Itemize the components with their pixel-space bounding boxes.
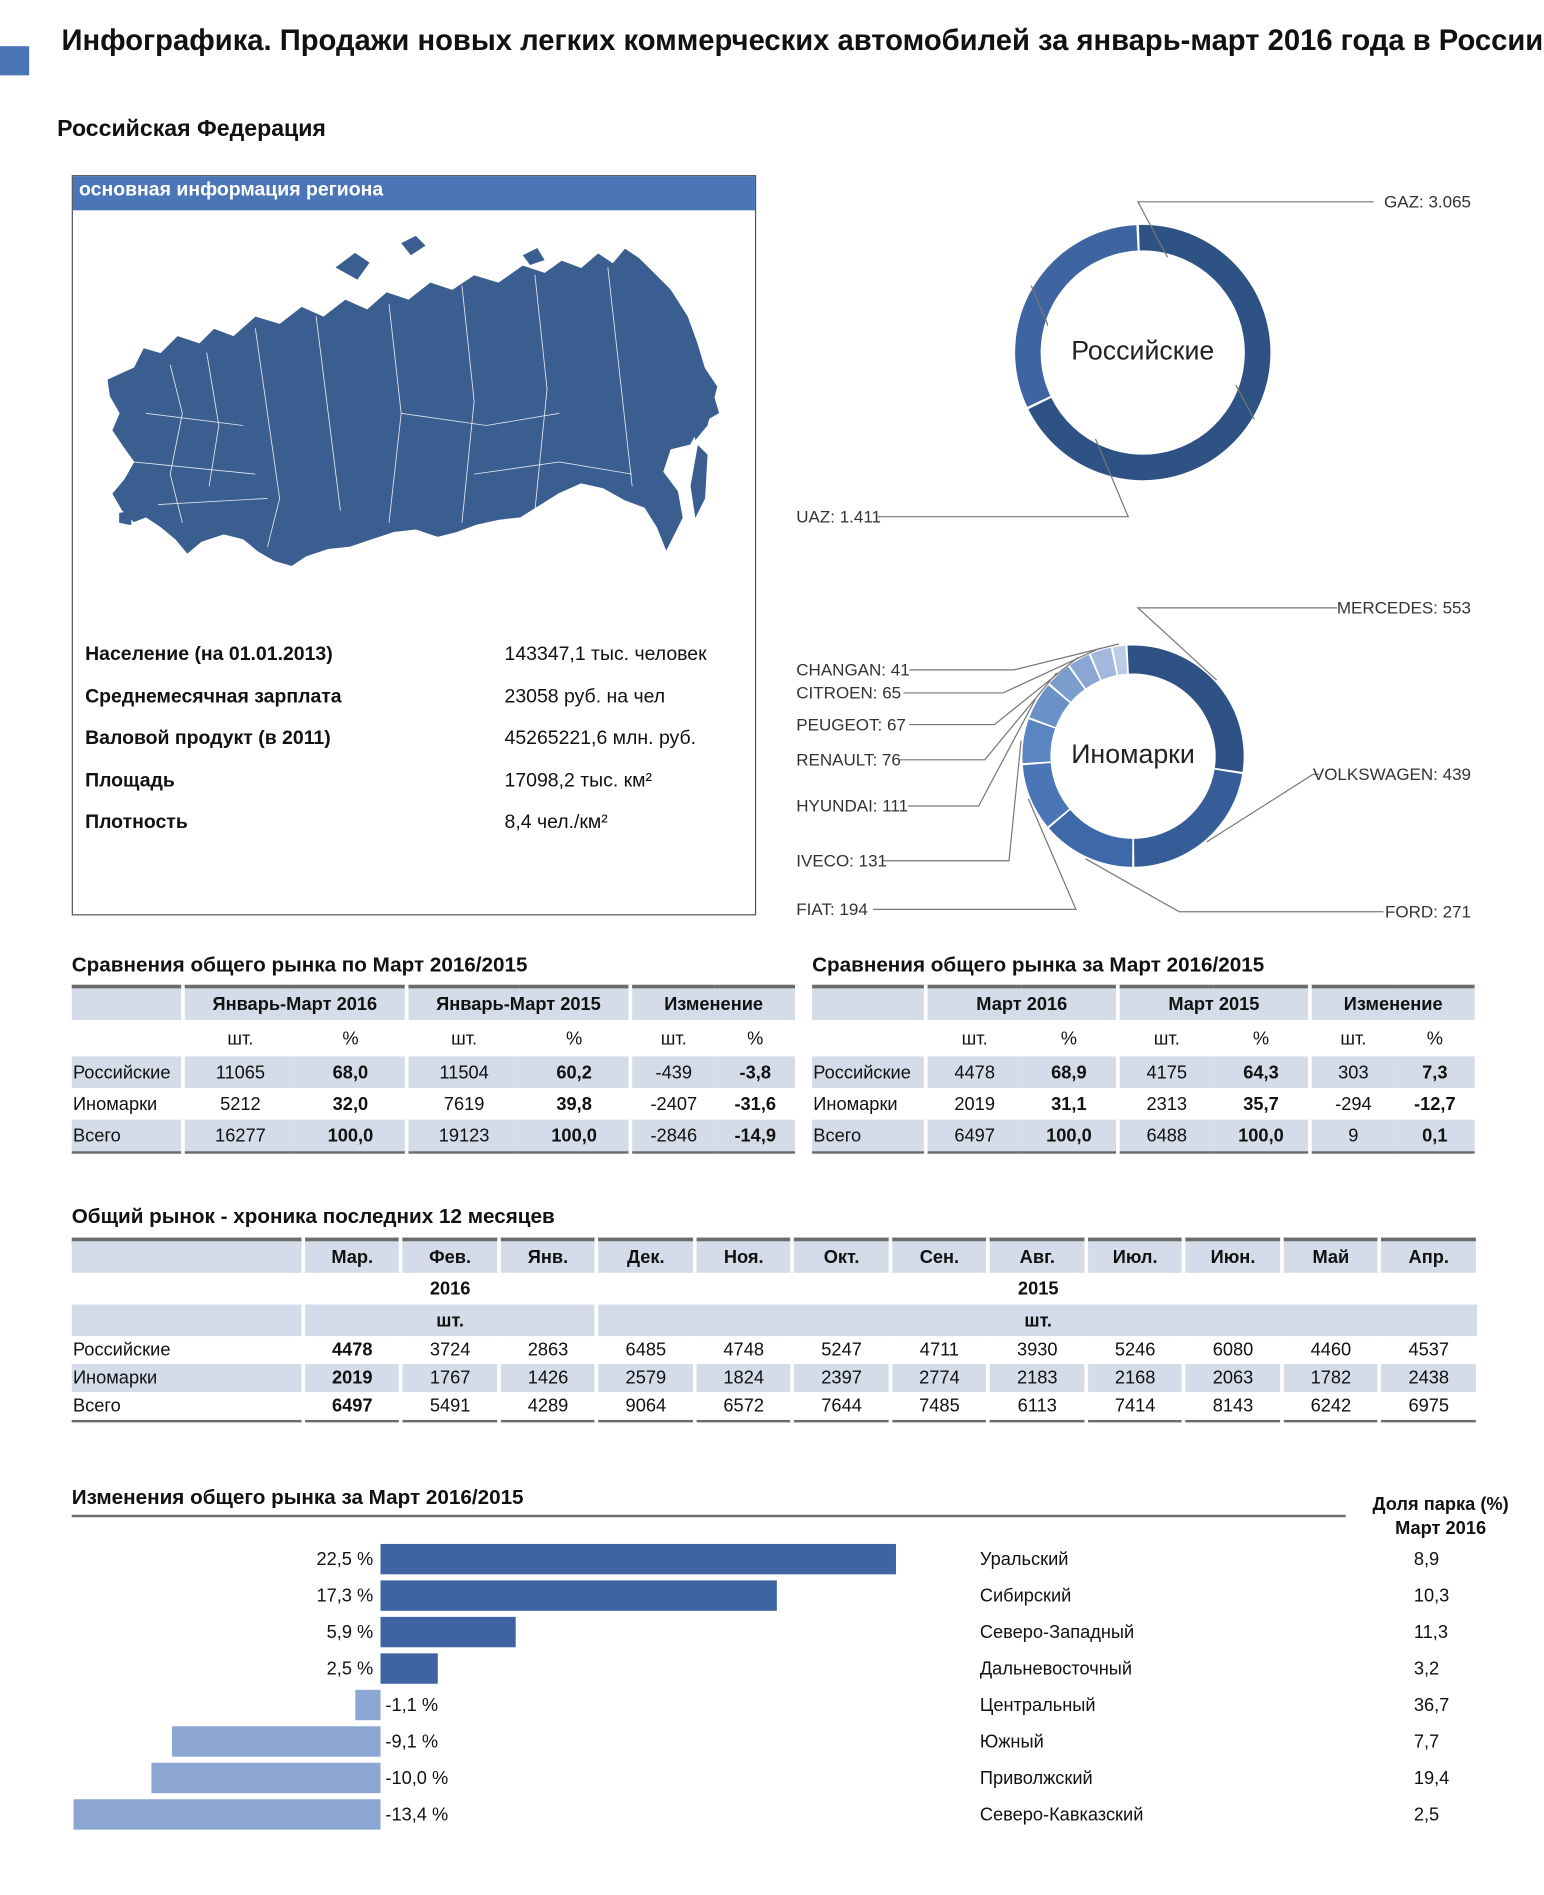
table-cell: 1782	[1281, 1364, 1379, 1392]
table-group-header: Изменение	[1309, 987, 1476, 1020]
table-cell: 2063	[1183, 1364, 1281, 1392]
table-month-header: Сен.	[890, 1239, 988, 1272]
table-cell: 100,0	[1213, 1120, 1309, 1153]
table-cell: 2019	[303, 1364, 401, 1392]
donut-slice-label: HYUNDAI: 111	[796, 796, 909, 816]
table-unit-header: шт.	[451, 1027, 478, 1049]
info-label: Валовой продукт (в 2011)	[85, 728, 331, 749]
table-row-label: Российские	[812, 1056, 925, 1088]
russia-map	[97, 231, 741, 596]
table-group-header: Изменение	[630, 987, 797, 1020]
table-unit-header: шт.	[1153, 1027, 1180, 1049]
table-unit-header: %	[1021, 1020, 1117, 1056]
donut-slice-label: GAZ: 3.065	[1384, 192, 1471, 212]
table-cell: 5491	[401, 1392, 499, 1421]
bar-value-label: -1,1 %	[385, 1694, 439, 1716]
table-unit-header: %	[715, 1020, 796, 1056]
table-header-blank	[72, 1304, 303, 1336]
table-header-blank	[72, 1020, 183, 1056]
table-month-header-row	[72, 1239, 1477, 1272]
table-cell: 6572	[694, 1392, 792, 1421]
donut-slice-label: PEUGEOT: 67	[796, 715, 906, 735]
table-cell: 6080	[1183, 1336, 1281, 1364]
table-month-header: Авг.	[988, 1239, 1086, 1272]
table-row-label: Всего	[72, 1392, 303, 1421]
table-cell: 4748	[694, 1336, 792, 1364]
info-value: 45265221,6 млн. руб.	[504, 728, 697, 749]
bar-region-label: Уральский	[979, 1548, 1069, 1570]
table-cell: 8143	[1183, 1392, 1281, 1421]
table-cell: -439	[630, 1056, 715, 1088]
table-cell: 7,3	[1394, 1056, 1475, 1088]
donut-foreign	[796, 599, 1471, 922]
table-cell: 7619	[443, 1093, 485, 1115]
bar-chart-title: Изменения общего рынка за Март 2016/2015	[71, 1485, 524, 1509]
table-row-label: Российские	[72, 1336, 303, 1364]
table-cell: 2183	[988, 1364, 1086, 1392]
table-group-header: Январь-Март 2015	[406, 987, 630, 1020]
page-title: Инфографика. Продажи новых легких коммерческих автомобилей за январь-март 2016 года в России	[61, 24, 1544, 58]
bar	[151, 1763, 380, 1793]
table-cell: 3930	[988, 1336, 1086, 1364]
table-month-header: Янв.	[498, 1239, 596, 1272]
table-unit-header: шт.	[227, 1027, 254, 1049]
bar	[74, 1799, 381, 1829]
table-row	[72, 1056, 797, 1088]
table-cell: 2774	[890, 1364, 988, 1392]
table-cell: 2579	[596, 1364, 694, 1392]
table-cell: 4289	[498, 1392, 596, 1421]
table-cell: 7485	[890, 1392, 988, 1421]
table-cell: 4478	[925, 1056, 1021, 1088]
table-cell: 9	[1309, 1120, 1394, 1153]
table-cell: -12,7	[1394, 1088, 1475, 1120]
info-value: 143347,1 тыс. человек	[504, 644, 707, 665]
bar-chart-title-rule	[72, 1515, 1346, 1517]
table-group-header: Январь-Март 2016	[182, 987, 406, 1020]
table-header-blank	[72, 1239, 303, 1272]
bar-share-value: 8,9	[1413, 1548, 1440, 1570]
table-cell: 100,0	[295, 1120, 406, 1153]
table-cell: 5247	[792, 1336, 890, 1364]
donut-russian	[796, 193, 1471, 527]
table-cell: 4175	[1117, 1056, 1213, 1088]
table-row-label: Российские	[72, 1056, 183, 1088]
table-cell: 3724	[401, 1336, 499, 1364]
table-unit-header: %	[295, 1020, 406, 1056]
region-title: Российская Федерация	[57, 116, 326, 143]
russia-map-shape	[107, 248, 720, 567]
table-header-blank	[72, 1273, 303, 1305]
table-cell: 0,1	[1394, 1120, 1475, 1153]
table-cell: 7644	[792, 1392, 890, 1421]
table-month-header: Июл.	[1086, 1239, 1184, 1272]
info-label: Среднемесячная зарплата	[85, 686, 342, 707]
table-month-header: Май	[1281, 1239, 1379, 1272]
info-value: 17098,2 тыс. км²	[504, 770, 653, 791]
table-cell: 11504	[406, 1056, 519, 1088]
table-cell: 100,0	[1021, 1120, 1117, 1153]
table-row	[72, 1392, 1477, 1421]
donut-title: Российские	[1071, 335, 1215, 366]
table-cell: 6488	[1117, 1120, 1213, 1153]
donut-slice-label: IVECO: 131	[796, 851, 888, 871]
table-row	[72, 1088, 797, 1120]
table-month-header: Июн.	[1183, 1239, 1281, 1272]
corner-marker	[0, 46, 29, 75]
table-cell: 1824	[694, 1364, 792, 1392]
bar-value-label: -9,1 %	[385, 1730, 439, 1752]
table-monthly-history	[72, 1238, 1479, 1423]
table-cell: 2438	[1379, 1364, 1477, 1392]
share-header-line2: Март 2016	[1395, 1518, 1487, 1540]
table-month-header: Апр.	[1379, 1239, 1477, 1272]
table-cell: 4478	[303, 1336, 401, 1364]
table-unit-header: шт.	[1340, 1027, 1367, 1049]
region-info-header: основная информация региона	[73, 176, 755, 210]
donut-title: Иномарки	[1071, 739, 1195, 770]
table-row-label: Всего	[72, 1120, 183, 1153]
bar-value-label: 22,5 %	[316, 1548, 374, 1570]
bar-region-label: Дальневосточный	[979, 1657, 1133, 1679]
bar-region-label: Приволжский	[979, 1766, 1093, 1788]
table-month-header: Мар.	[303, 1239, 401, 1272]
table-row	[812, 1056, 1476, 1088]
table-cell: 2313	[1146, 1093, 1188, 1115]
table-year-2015: 2015	[1017, 1278, 1059, 1299]
table-row-label: Всего	[812, 1120, 925, 1153]
sakhalin-island	[691, 445, 708, 518]
bar-region-label: Северо-Кавказский	[979, 1803, 1144, 1825]
table-cell: 32,0	[295, 1088, 406, 1120]
bar-region-label: Южный	[979, 1730, 1044, 1752]
table-cell: 64,3	[1213, 1056, 1309, 1088]
table-cell: 16277	[182, 1120, 295, 1153]
table-cell: 4537	[1379, 1336, 1477, 1364]
table-row	[72, 1336, 1477, 1364]
table-unit-header: %	[1394, 1020, 1475, 1056]
table-unit-2016: шт.	[303, 1304, 597, 1336]
donut-slice-label: UAZ: 1.411	[796, 507, 882, 527]
donut-slice-label: RENAULT: 76	[796, 750, 901, 770]
bar-share-value: 7,7	[1413, 1730, 1440, 1752]
table-group-header-row	[812, 987, 1476, 1020]
donut-slice-label: MERCEDES: 553	[1336, 598, 1471, 618]
donut-slice-label: CHANGAN: 41	[796, 660, 910, 680]
table-cell: 39,8	[519, 1088, 630, 1120]
table-cell: 35,7	[1213, 1088, 1309, 1120]
table-cell: 2019	[954, 1093, 995, 1115]
table-cell: -3,8	[715, 1056, 796, 1088]
bar-region-label: Сибирский	[979, 1584, 1072, 1606]
donut-charts	[766, 170, 1544, 948]
info-label: Площадь	[85, 770, 175, 791]
table-unit-header: шт.	[961, 1027, 988, 1049]
table-cell: 6975	[1379, 1392, 1477, 1421]
table-row-label: Иномарки	[72, 1364, 303, 1392]
table-row-label: Иномарки	[812, 1088, 925, 1120]
table-cell: 6242	[1281, 1392, 1379, 1421]
table-cell: 6113	[988, 1392, 1086, 1421]
table-cell: 68,9	[1021, 1056, 1117, 1088]
table-header-blank	[812, 1020, 925, 1056]
table-cell: 68,0	[295, 1056, 406, 1088]
bar	[381, 1544, 896, 1574]
bar-value-label: 2,5 %	[326, 1657, 374, 1679]
table-cell: 2397	[792, 1364, 890, 1392]
table2-title: Сравнения общего рынка за Март 2016/2015	[812, 953, 1265, 977]
table-cell: 2863	[498, 1336, 596, 1364]
bar-value-label: 5,9 %	[326, 1621, 374, 1643]
table-unit-row	[72, 1304, 1477, 1336]
table-cell: 9064	[596, 1392, 694, 1421]
table-cell: 4460	[1281, 1336, 1379, 1364]
region-change-bar-chart	[0, 1534, 1544, 1838]
bar	[172, 1726, 380, 1756]
table-year-row	[72, 1273, 1477, 1305]
donut-slice-label: CITROEN: 65	[796, 683, 902, 703]
bar	[355, 1690, 380, 1720]
table-cell: -294	[1335, 1093, 1372, 1115]
table-cell: -31,6	[715, 1088, 796, 1120]
table-cell: -14,9	[715, 1120, 796, 1153]
table-cell: 6497	[303, 1392, 401, 1421]
table-unit-2015: шт.	[596, 1304, 1477, 1336]
table-cell: 6497	[925, 1120, 1021, 1153]
table-cell: 1426	[498, 1364, 596, 1392]
info-value: 8,4 чел./км²	[504, 812, 608, 833]
table-cell: -2846	[630, 1120, 715, 1153]
bar-value-label: -13,4 %	[385, 1803, 449, 1825]
donut-slice-label: VOLKSWAGEN: 439	[1312, 765, 1471, 785]
table-month-header: Ноя.	[694, 1239, 792, 1272]
table-cell: 6485	[596, 1336, 694, 1364]
table-header-blank	[72, 987, 183, 1020]
table-market-comparison-march	[812, 985, 1478, 1154]
bar	[381, 1653, 438, 1683]
donut-slice-label: FIAT: 194	[796, 900, 868, 920]
table-group-header-row	[72, 987, 797, 1020]
table-market-comparison-jan-mar	[72, 985, 798, 1154]
donut-slice-label: FORD: 271	[1385, 902, 1471, 922]
bar	[381, 1580, 777, 1610]
table-cell: 7414	[1086, 1392, 1184, 1421]
bar-region-label: Северо-Западный	[979, 1621, 1135, 1643]
table-row	[72, 1364, 1477, 1392]
bar-share-value: 3,2	[1413, 1657, 1440, 1679]
table3-title: Общий рынок - хроника последних 12 месяцев	[71, 1204, 555, 1228]
table-cell: 19123	[406, 1120, 519, 1153]
table-units-row	[72, 1020, 797, 1056]
table-header-blank	[812, 987, 925, 1020]
bar	[381, 1617, 516, 1647]
table-cell: 60,2	[519, 1056, 630, 1088]
bar-value-label: 17,3 %	[316, 1584, 374, 1606]
table-cell: 4711	[890, 1336, 988, 1364]
table-cell: 303	[1309, 1056, 1394, 1088]
table-group-header: Март 2015	[1117, 987, 1309, 1020]
table-cell: 5246	[1086, 1336, 1184, 1364]
table-units-row	[812, 1020, 1476, 1056]
info-value: 23058 руб. на чел	[504, 686, 666, 707]
table-cell: 11065	[182, 1056, 295, 1088]
bar-share-value: 19,4	[1413, 1766, 1450, 1788]
bar-share-value: 10,3	[1413, 1584, 1450, 1606]
table-group-header: Март 2016	[925, 987, 1117, 1020]
bar-share-value: 2,5	[1413, 1803, 1440, 1825]
table-month-header: Окт.	[792, 1239, 890, 1272]
bar-region-label: Центральный	[979, 1694, 1096, 1716]
table-row-label: Иномарки	[72, 1088, 183, 1120]
bar-share-value: 11,3	[1413, 1621, 1448, 1643]
table-row	[812, 1088, 1476, 1120]
info-label: Население (на 01.01.2013)	[85, 644, 333, 665]
donut-slice	[1022, 719, 1055, 763]
table-cell: 1767	[401, 1364, 499, 1392]
table-unit-header: %	[519, 1020, 630, 1056]
table-year-2016: 2016	[303, 1273, 597, 1305]
table-month-header: Фев.	[401, 1239, 499, 1272]
table-cell: 31,1	[1021, 1088, 1117, 1120]
table-cell: -2407	[650, 1093, 698, 1115]
table-cell: 100,0	[519, 1120, 630, 1153]
table1-title: Сравнения общего рынка по Март 2016/2015	[71, 953, 528, 977]
table-unit-header: %	[1213, 1020, 1309, 1056]
info-label: Плотность	[85, 812, 188, 833]
table-row	[72, 1120, 797, 1153]
bar-value-label: -10,0 %	[385, 1766, 449, 1788]
share-header-line1: Доля парка (%)	[1372, 1494, 1509, 1515]
table-unit-header: шт.	[660, 1027, 687, 1049]
table-month-header: Дек.	[596, 1239, 694, 1272]
table-cell: 5212	[220, 1093, 261, 1115]
table-row	[812, 1120, 1476, 1153]
bar-share-value: 36,7	[1413, 1694, 1450, 1716]
table-cell: 2168	[1086, 1364, 1184, 1392]
